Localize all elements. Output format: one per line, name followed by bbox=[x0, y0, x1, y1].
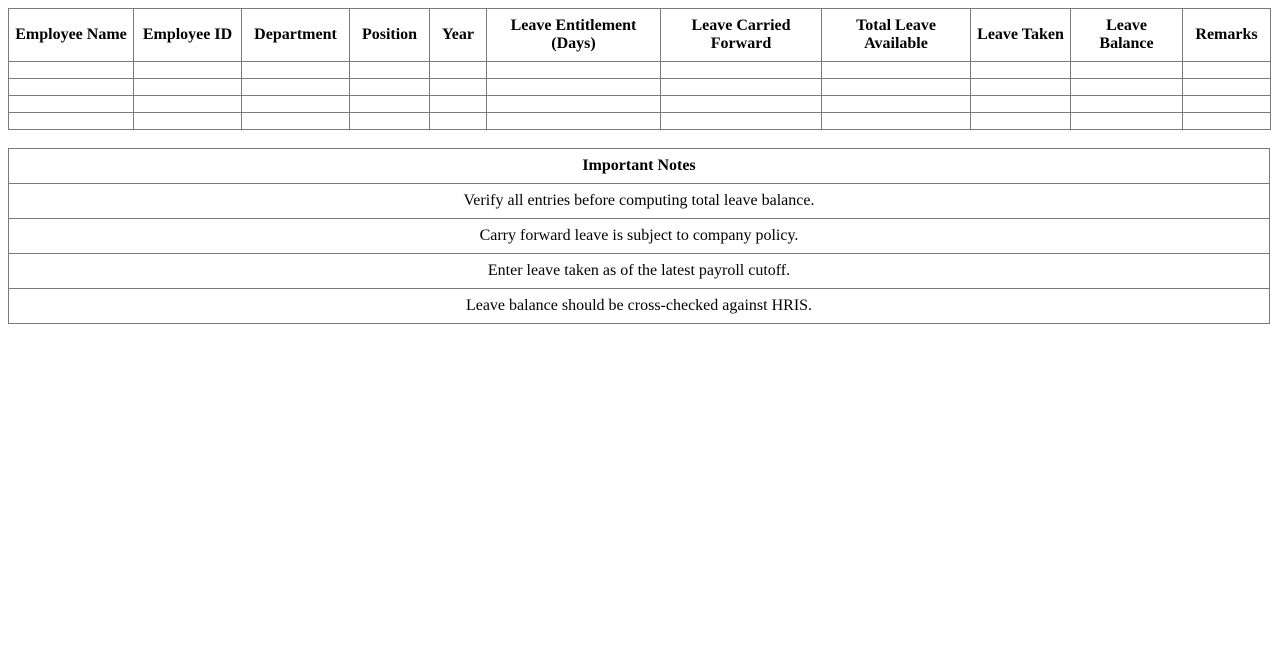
page bbox=[0, 0, 1278, 324]
table-cell[interactable] bbox=[971, 62, 1071, 79]
note-row bbox=[9, 254, 1270, 289]
table-cell[interactable] bbox=[822, 79, 971, 96]
table-cell[interactable] bbox=[661, 96, 822, 113]
note-row bbox=[9, 219, 1270, 254]
note-text: Carry forward leave is subject to company policy. bbox=[9, 219, 1270, 254]
table-cell[interactable] bbox=[822, 96, 971, 113]
table-cell[interactable] bbox=[430, 79, 487, 96]
table-cell[interactable] bbox=[487, 79, 661, 96]
table-cell[interactable] bbox=[1183, 62, 1271, 79]
note-text: Enter leave taken as of the latest payroll cutoff. bbox=[9, 254, 1270, 289]
column-header-leave-carried-forward: Leave Carried Forward bbox=[661, 9, 822, 62]
table-cell[interactable] bbox=[350, 113, 430, 130]
column-header-year: Year bbox=[430, 9, 487, 62]
table-cell[interactable] bbox=[1071, 113, 1183, 130]
table-cell[interactable] bbox=[487, 96, 661, 113]
table-cell[interactable] bbox=[971, 96, 1071, 113]
table-cell[interactable] bbox=[242, 96, 350, 113]
table-cell[interactable] bbox=[487, 62, 661, 79]
table-cell[interactable] bbox=[350, 96, 430, 113]
table-cell[interactable] bbox=[971, 79, 1071, 96]
table-cell[interactable] bbox=[822, 113, 971, 130]
table-cell[interactable] bbox=[1183, 96, 1271, 113]
table-cell[interactable] bbox=[487, 113, 661, 130]
table-cell[interactable] bbox=[1183, 113, 1271, 130]
table-cell[interactable] bbox=[9, 96, 134, 113]
table-cell[interactable] bbox=[1183, 79, 1271, 96]
note-text: Leave balance should be cross-checked against HRIS. bbox=[9, 289, 1270, 324]
column-header-leave-taken: Leave Taken bbox=[971, 9, 1071, 62]
note-row bbox=[9, 184, 1270, 219]
table-cell[interactable] bbox=[134, 62, 242, 79]
table-row bbox=[9, 113, 1271, 130]
table-cell[interactable] bbox=[661, 62, 822, 79]
table-row bbox=[9, 79, 1271, 96]
column-header-employee-name: Employee Name bbox=[9, 9, 134, 62]
table-cell[interactable] bbox=[661, 79, 822, 96]
important-notes-table bbox=[8, 148, 1270, 324]
table-cell[interactable] bbox=[134, 96, 242, 113]
table-cell[interactable] bbox=[350, 62, 430, 79]
column-header-employee-id: Employee ID bbox=[134, 9, 242, 62]
table-cell[interactable] bbox=[661, 113, 822, 130]
column-header-remarks: Remarks bbox=[1183, 9, 1271, 62]
table-row bbox=[9, 96, 1271, 113]
table-cell[interactable] bbox=[242, 62, 350, 79]
table-cell[interactable] bbox=[9, 113, 134, 130]
table-cell[interactable] bbox=[242, 113, 350, 130]
leave-table bbox=[8, 8, 1271, 130]
table-cell[interactable] bbox=[350, 79, 430, 96]
table-cell[interactable] bbox=[9, 79, 134, 96]
table-cell[interactable] bbox=[430, 113, 487, 130]
note-row bbox=[9, 289, 1270, 324]
column-header-position: Position bbox=[350, 9, 430, 62]
table-cell[interactable] bbox=[1071, 62, 1183, 79]
table-cell[interactable] bbox=[242, 79, 350, 96]
table-cell[interactable] bbox=[430, 62, 487, 79]
column-header-department: Department bbox=[242, 9, 350, 62]
notes-header-row bbox=[9, 149, 1270, 184]
table-cell[interactable] bbox=[822, 62, 971, 79]
table-cell[interactable] bbox=[971, 113, 1071, 130]
table-cell[interactable] bbox=[1071, 96, 1183, 113]
column-header-total-leave-available: Total Leave Available bbox=[822, 9, 971, 62]
column-header-leave-balance: Leave Balance bbox=[1071, 9, 1183, 62]
table-cell[interactable] bbox=[1071, 79, 1183, 96]
notes-title: Important Notes bbox=[9, 149, 1270, 184]
table-cell[interactable] bbox=[134, 79, 242, 96]
table-cell[interactable] bbox=[9, 62, 134, 79]
table-row bbox=[9, 62, 1271, 79]
header-row bbox=[9, 9, 1271, 62]
note-text: Verify all entries before computing total leave balance. bbox=[9, 184, 1270, 219]
table-cell[interactable] bbox=[430, 96, 487, 113]
table-cell[interactable] bbox=[134, 113, 242, 130]
column-header-leave-entitlement: Leave Entitlement (Days) bbox=[487, 9, 661, 62]
